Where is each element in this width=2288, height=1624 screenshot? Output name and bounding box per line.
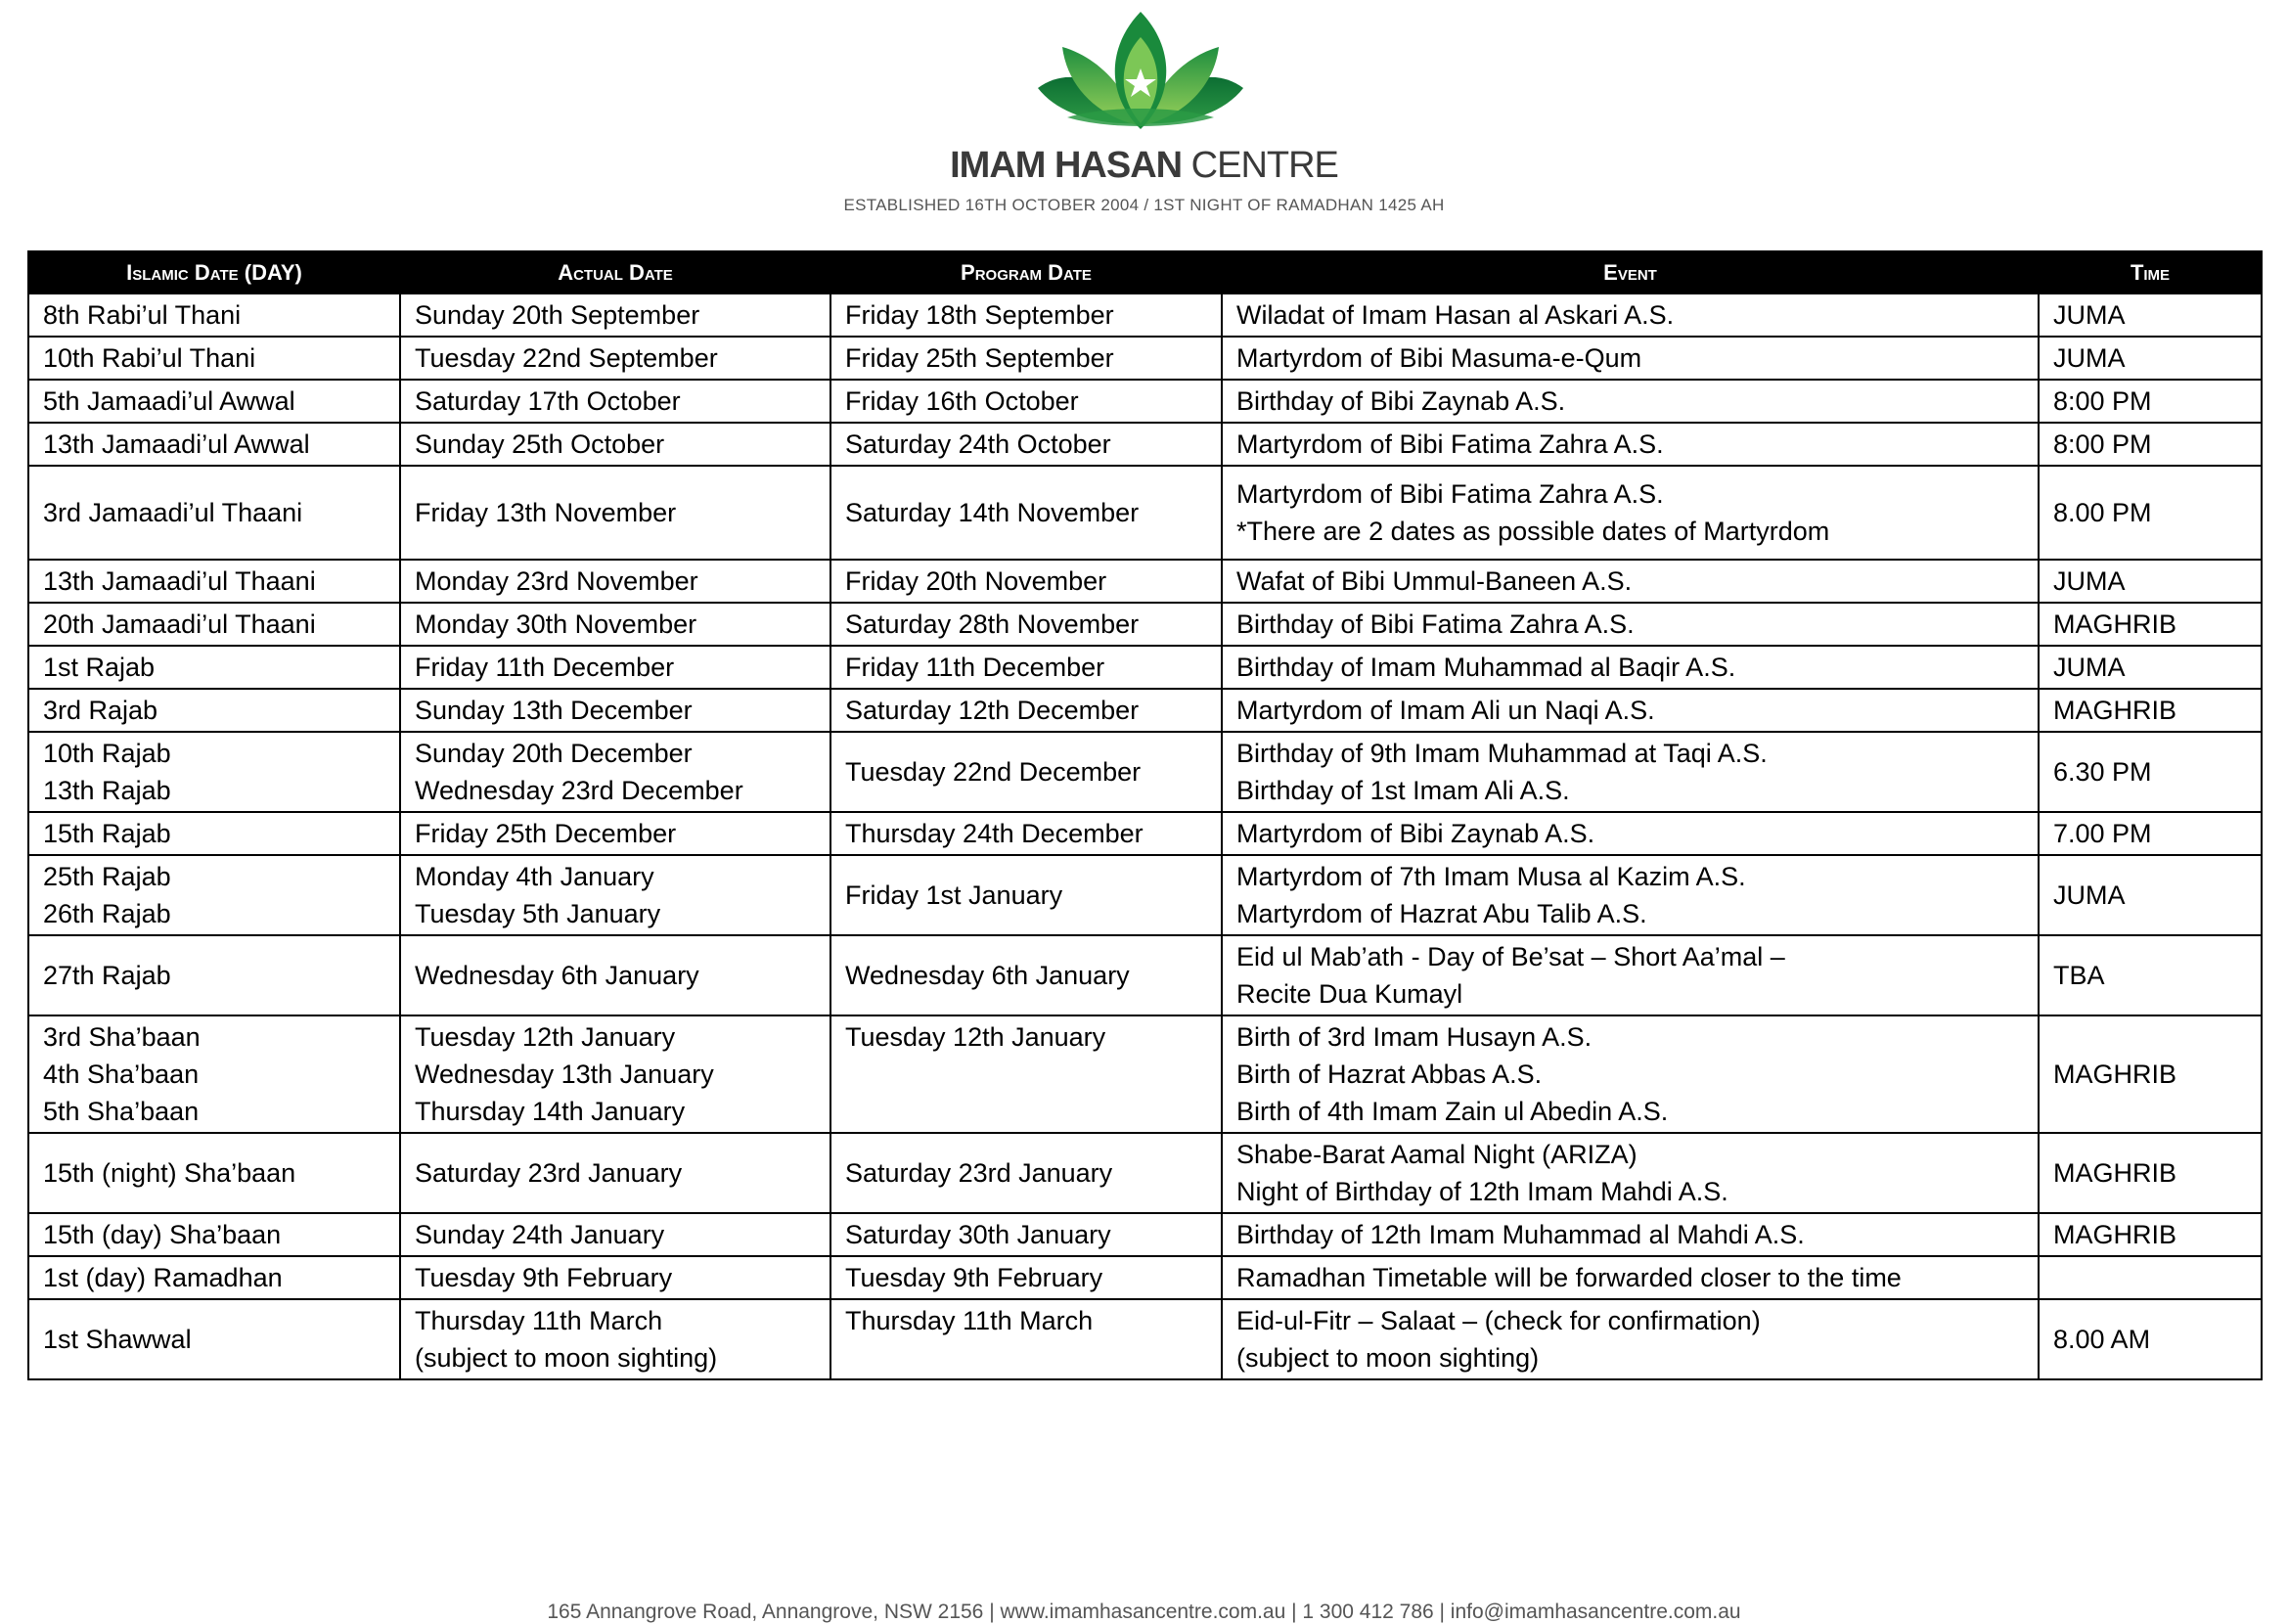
event-cell	[1222, 293, 2039, 337]
table-row	[28, 855, 2262, 935]
cell-line: 13th Rajab	[43, 776, 171, 805]
time-cell: 7.00 PM	[2039, 812, 2262, 855]
cell-line: Friday 11th December	[845, 653, 1105, 682]
org-name: IMAM HASAN CENTRE	[950, 145, 1338, 186]
events-table	[27, 250, 2263, 1380]
cell-line: Birth of Hazrat Abbas A.S.	[1236, 1060, 1543, 1089]
islamic-date-cell	[28, 855, 400, 935]
cell-line: Recite Dua Kumayl	[1236, 979, 1463, 1009]
actual-date-cell	[400, 293, 830, 337]
cell-line: Martyrdom of Bibi Zaynab A.S.	[1236, 819, 1595, 848]
cell-line: Friday 18th September	[845, 300, 1114, 330]
event-cell	[1222, 1213, 2039, 1256]
table-row	[28, 646, 2262, 689]
cell-line: 3rd Jamaadi’ul Thaani	[43, 498, 303, 527]
actual-date-cell	[400, 812, 830, 855]
cell-line: 8th Rabi’ul Thani	[43, 300, 242, 330]
table-row	[28, 689, 2262, 732]
actual-date-cell	[400, 380, 830, 423]
actual-date-cell	[400, 423, 830, 466]
cell-line: Sunday 20th September	[415, 300, 700, 330]
cell-line: Birthday of Bibi Fatima Zahra A.S.	[1236, 609, 1635, 639]
cell-line: 27th Rajab	[43, 961, 171, 990]
cell-line: Saturday 23rd January	[845, 1158, 1113, 1188]
cell-line: (subject to moon sighting)	[1236, 1343, 1540, 1373]
event-cell	[1222, 1299, 2039, 1379]
event-cell	[1222, 1015, 2039, 1133]
table-row	[28, 603, 2262, 646]
table-row	[28, 1015, 2262, 1133]
event-cell	[1222, 646, 2039, 689]
actual-date-cell	[400, 603, 830, 646]
cell-line: Tuesday 22nd September	[415, 343, 718, 373]
cell-line: Friday 13th November	[415, 498, 677, 527]
actual-date-cell	[400, 337, 830, 380]
event-cell	[1222, 423, 2039, 466]
islamic-date-cell	[28, 466, 400, 560]
cell-line: *There are 2 dates as possible dates of Martyrdom	[1236, 517, 1830, 546]
actual-date-cell	[400, 855, 830, 935]
column-header-islamic-date: Islamic Date (DAY)	[28, 251, 400, 293]
cell-line: Saturday 14th November	[845, 498, 1140, 527]
cell-line: Tuesday 5th January	[415, 899, 661, 928]
program-date-cell	[830, 380, 1222, 423]
cell-line: Tuesday 12th January	[845, 1022, 1106, 1052]
program-date-cell	[830, 689, 1222, 732]
time-cell: 8.00 AM	[2039, 1299, 2262, 1379]
cell-line: Thursday 24th December	[845, 819, 1144, 848]
program-date-cell	[830, 293, 1222, 337]
islamic-date-cell	[28, 603, 400, 646]
cell-line: Birthday of 12th Imam Muhammad al Mahdi A.S.	[1236, 1220, 1805, 1249]
cell-line: Sunday 24th January	[415, 1220, 665, 1249]
islamic-date-cell	[28, 732, 400, 812]
program-date-cell	[830, 1299, 1222, 1379]
time-cell	[2039, 1256, 2262, 1299]
table-row	[28, 1299, 2262, 1379]
cell-line: Birthday of Bibi Zaynab A.S.	[1236, 386, 1566, 416]
cell-line: 4th Sha’baan	[43, 1060, 200, 1089]
cell-line: Monday 23rd November	[415, 566, 698, 596]
table-row	[28, 423, 2262, 466]
table-row	[28, 380, 2262, 423]
cell-line: Thursday 14th January	[415, 1097, 686, 1126]
cell-line: Friday 11th December	[415, 653, 675, 682]
islamic-date-cell	[28, 380, 400, 423]
time-cell: JUMA	[2039, 646, 2262, 689]
cell-line: (subject to moon sighting)	[415, 1343, 718, 1373]
actual-date-cell	[400, 689, 830, 732]
actual-date-cell	[400, 466, 830, 560]
program-date-cell	[830, 1133, 1222, 1213]
cell-line: Martyrdom of Hazrat Abu Talib A.S.	[1236, 899, 1647, 928]
cell-line: Ramadhan Timetable will be forwarded closer to the time	[1236, 1263, 1902, 1292]
cell-line: 25th Rajab	[43, 862, 171, 891]
cell-line: Eid ul Mab’ath - Day of Be’sat – Short Aa’mal –	[1236, 942, 1785, 971]
program-date-cell	[830, 603, 1222, 646]
cell-line: 3rd Sha’baan	[43, 1022, 201, 1052]
cell-line: Wiladat of Imam Hasan al Askari A.S.	[1236, 300, 1675, 330]
cell-line: Birthday of 1st Imam Ali A.S.	[1236, 776, 1570, 805]
cell-line: Tuesday 9th February	[845, 1263, 1103, 1292]
cell-line: 10th Rajab	[43, 739, 171, 768]
cell-line: 20th Jamaadi’ul Thaani	[43, 609, 316, 639]
cell-line: Shabe-Barat Aamal Night (ARIZA)	[1236, 1140, 1637, 1169]
islamic-date-cell	[28, 1213, 400, 1256]
table-header-row	[28, 251, 2262, 293]
islamic-date-cell	[28, 1299, 400, 1379]
table-row	[28, 293, 2262, 337]
cell-line: Saturday 17th October	[415, 386, 681, 416]
table-row	[28, 1256, 2262, 1299]
cell-line: Saturday 12th December	[845, 696, 1140, 725]
cell-line: Sunday 25th October	[415, 429, 665, 459]
cell-line: Monday 30th November	[415, 609, 697, 639]
event-cell	[1222, 466, 2039, 560]
islamic-date-cell	[28, 812, 400, 855]
events-body	[28, 293, 2262, 1379]
column-header-actual-date: Actual Date	[400, 251, 830, 293]
islamic-date-cell	[28, 646, 400, 689]
event-cell	[1222, 1133, 2039, 1213]
column-header-event: Event	[1222, 251, 2039, 293]
cell-line: Martyrdom of 7th Imam Musa al Kazim A.S.	[1236, 862, 1746, 891]
actual-date-cell	[400, 1133, 830, 1213]
cell-line: Tuesday 9th February	[415, 1263, 673, 1292]
islamic-date-cell	[28, 1015, 400, 1133]
program-date-cell	[830, 560, 1222, 603]
program-date-cell	[830, 1213, 1222, 1256]
cell-line: Wednesday 6th January	[845, 961, 1130, 990]
time-cell: 8:00 PM	[2039, 380, 2262, 423]
cell-line: 5th Sha’baan	[43, 1097, 200, 1126]
program-date-cell	[830, 812, 1222, 855]
footer-contact: 165 Annangrove Road, Annangrove, NSW 2156 | www.imamhasancentre.com.au | 1 300 412 786 | info@imamhasancentre.com.au	[547, 1601, 1741, 1623]
cell-line: Night of Birthday of 12th Imam Mahdi A.S.	[1236, 1177, 1728, 1206]
cell-line: 15th (day) Sha’baan	[43, 1220, 282, 1249]
event-cell	[1222, 337, 2039, 380]
cell-line: Wafat of Bibi Ummul-Baneen A.S.	[1236, 566, 1633, 596]
cell-line: 5th Jamaadi’ul Awwal	[43, 386, 295, 416]
cell-line: Wednesday 23rd December	[415, 776, 743, 805]
actual-date-cell	[400, 1015, 830, 1133]
islamic-date-cell	[28, 293, 400, 337]
time-cell: MAGHRIB	[2039, 603, 2262, 646]
time-cell: JUMA	[2039, 337, 2262, 380]
time-cell: 8.00 PM	[2039, 466, 2262, 560]
lotus-star-logo-icon	[1028, 8, 1253, 140]
islamic-date-cell	[28, 560, 400, 603]
table-row	[28, 812, 2262, 855]
cell-line: 10th Rabi’ul Thani	[43, 343, 256, 373]
event-cell	[1222, 732, 2039, 812]
event-cell	[1222, 560, 2039, 603]
cell-line: 1st (day) Ramadhan	[43, 1263, 283, 1292]
cell-line: Martyrdom of Bibi Fatima Zahra A.S.	[1236, 429, 1664, 459]
table-row	[28, 466, 2262, 560]
cell-line: Wednesday 6th January	[415, 961, 699, 990]
cell-line: Birth of 3rd Imam Husayn A.S.	[1236, 1022, 1593, 1052]
cell-line: 1st Shawwal	[43, 1325, 192, 1354]
cell-line: 26th Rajab	[43, 899, 171, 928]
islamic-date-cell	[28, 423, 400, 466]
program-date-cell	[830, 935, 1222, 1015]
time-cell: JUMA	[2039, 560, 2262, 603]
time-cell: MAGHRIB	[2039, 1213, 2262, 1256]
actual-date-cell	[400, 646, 830, 689]
islamic-date-cell	[28, 337, 400, 380]
table-row	[28, 560, 2262, 603]
cell-line: Martyrdom of Imam Ali un Naqi A.S.	[1236, 696, 1655, 725]
actual-date-cell	[400, 935, 830, 1015]
time-cell: JUMA	[2039, 293, 2262, 337]
established-line: ESTABLISHED 16TH OCTOBER 2004 / 1ST NIGHT OF RAMADHAN 1425 AH	[843, 196, 1445, 214]
cell-line: Sunday 20th December	[415, 739, 693, 768]
cell-line: 3rd Rajab	[43, 696, 158, 725]
cell-line: Thursday 11th March	[415, 1306, 663, 1335]
program-date-cell	[830, 337, 1222, 380]
cell-line: Monday 4th January	[415, 862, 654, 891]
actual-date-cell	[400, 732, 830, 812]
time-cell: MAGHRIB	[2039, 1015, 2262, 1133]
table-row	[28, 1213, 2262, 1256]
cell-line: Saturday 24th October	[845, 429, 1111, 459]
time-cell: MAGHRIB	[2039, 689, 2262, 732]
table-row	[28, 337, 2262, 380]
event-cell	[1222, 935, 2039, 1015]
event-cell	[1222, 812, 2039, 855]
column-header-time: Time	[2039, 251, 2262, 293]
page-header	[0, 0, 2288, 235]
cell-line: Friday 25th September	[845, 343, 1114, 373]
event-cell	[1222, 603, 2039, 646]
column-header-program-date: Program Date	[830, 251, 1222, 293]
actual-date-cell	[400, 1213, 830, 1256]
islamic-date-cell	[28, 1133, 400, 1213]
program-date-cell	[830, 1015, 1222, 1133]
table-row	[28, 1133, 2262, 1213]
actual-date-cell	[400, 1299, 830, 1379]
cell-line: Tuesday 22nd December	[845, 757, 1142, 787]
cell-line: Birthday of 9th Imam Muhammad at Taqi A.S.	[1236, 739, 1768, 768]
cell-line: Birthday of Imam Muhammad al Baqir A.S.	[1236, 653, 1736, 682]
cell-line: 15th (night) Sha’baan	[43, 1158, 296, 1188]
time-cell: 6.30 PM	[2039, 732, 2262, 812]
cell-line: Martyrdom of Bibi Fatima Zahra A.S.	[1236, 479, 1664, 509]
program-date-cell	[830, 423, 1222, 466]
actual-date-cell	[400, 1256, 830, 1299]
cell-line: Friday 20th November	[845, 566, 1107, 596]
event-cell	[1222, 380, 2039, 423]
time-cell: JUMA	[2039, 855, 2262, 935]
program-date-cell	[830, 1256, 1222, 1299]
event-cell	[1222, 855, 2039, 935]
cell-line: Birth of 4th Imam Zain ul Abedin A.S.	[1236, 1097, 1669, 1126]
islamic-date-cell	[28, 689, 400, 732]
table-row	[28, 732, 2262, 812]
islamic-date-cell	[28, 1256, 400, 1299]
time-cell: TBA	[2039, 935, 2262, 1015]
time-cell: 8:00 PM	[2039, 423, 2262, 466]
cell-line: 15th Rajab	[43, 819, 171, 848]
table-row	[28, 935, 2262, 1015]
cell-line: 13th Jamaadi’ul Awwal	[43, 429, 310, 459]
program-date-cell	[830, 466, 1222, 560]
cell-line: Martyrdom of Bibi Masuma-e-Qum	[1236, 343, 1642, 373]
cell-line: Saturday 28th November	[845, 609, 1140, 639]
cell-line: Eid-ul-Fitr – Salaat – (check for confirmation)	[1236, 1306, 1761, 1335]
program-date-cell	[830, 855, 1222, 935]
cell-line: Saturday 30th January	[845, 1220, 1111, 1249]
cell-line: 13th Jamaadi’ul Thaani	[43, 566, 316, 596]
event-cell	[1222, 1256, 2039, 1299]
cell-line: Thursday 11th March	[845, 1306, 1094, 1335]
actual-date-cell	[400, 560, 830, 603]
cell-line: Tuesday 12th January	[415, 1022, 676, 1052]
cell-line: 1st Rajab	[43, 653, 156, 682]
time-cell: MAGHRIB	[2039, 1133, 2262, 1213]
program-date-cell	[830, 732, 1222, 812]
cell-line: Friday 16th October	[845, 386, 1079, 416]
cell-line: Saturday 23rd January	[415, 1158, 683, 1188]
cell-line: Friday 1st January	[845, 880, 1063, 910]
program-date-cell	[830, 646, 1222, 689]
event-cell	[1222, 689, 2039, 732]
cell-line: Wednesday 13th January	[415, 1060, 714, 1089]
islamic-date-cell	[28, 935, 400, 1015]
cell-line: Friday 25th December	[415, 819, 677, 848]
cell-line: Sunday 13th December	[415, 696, 693, 725]
